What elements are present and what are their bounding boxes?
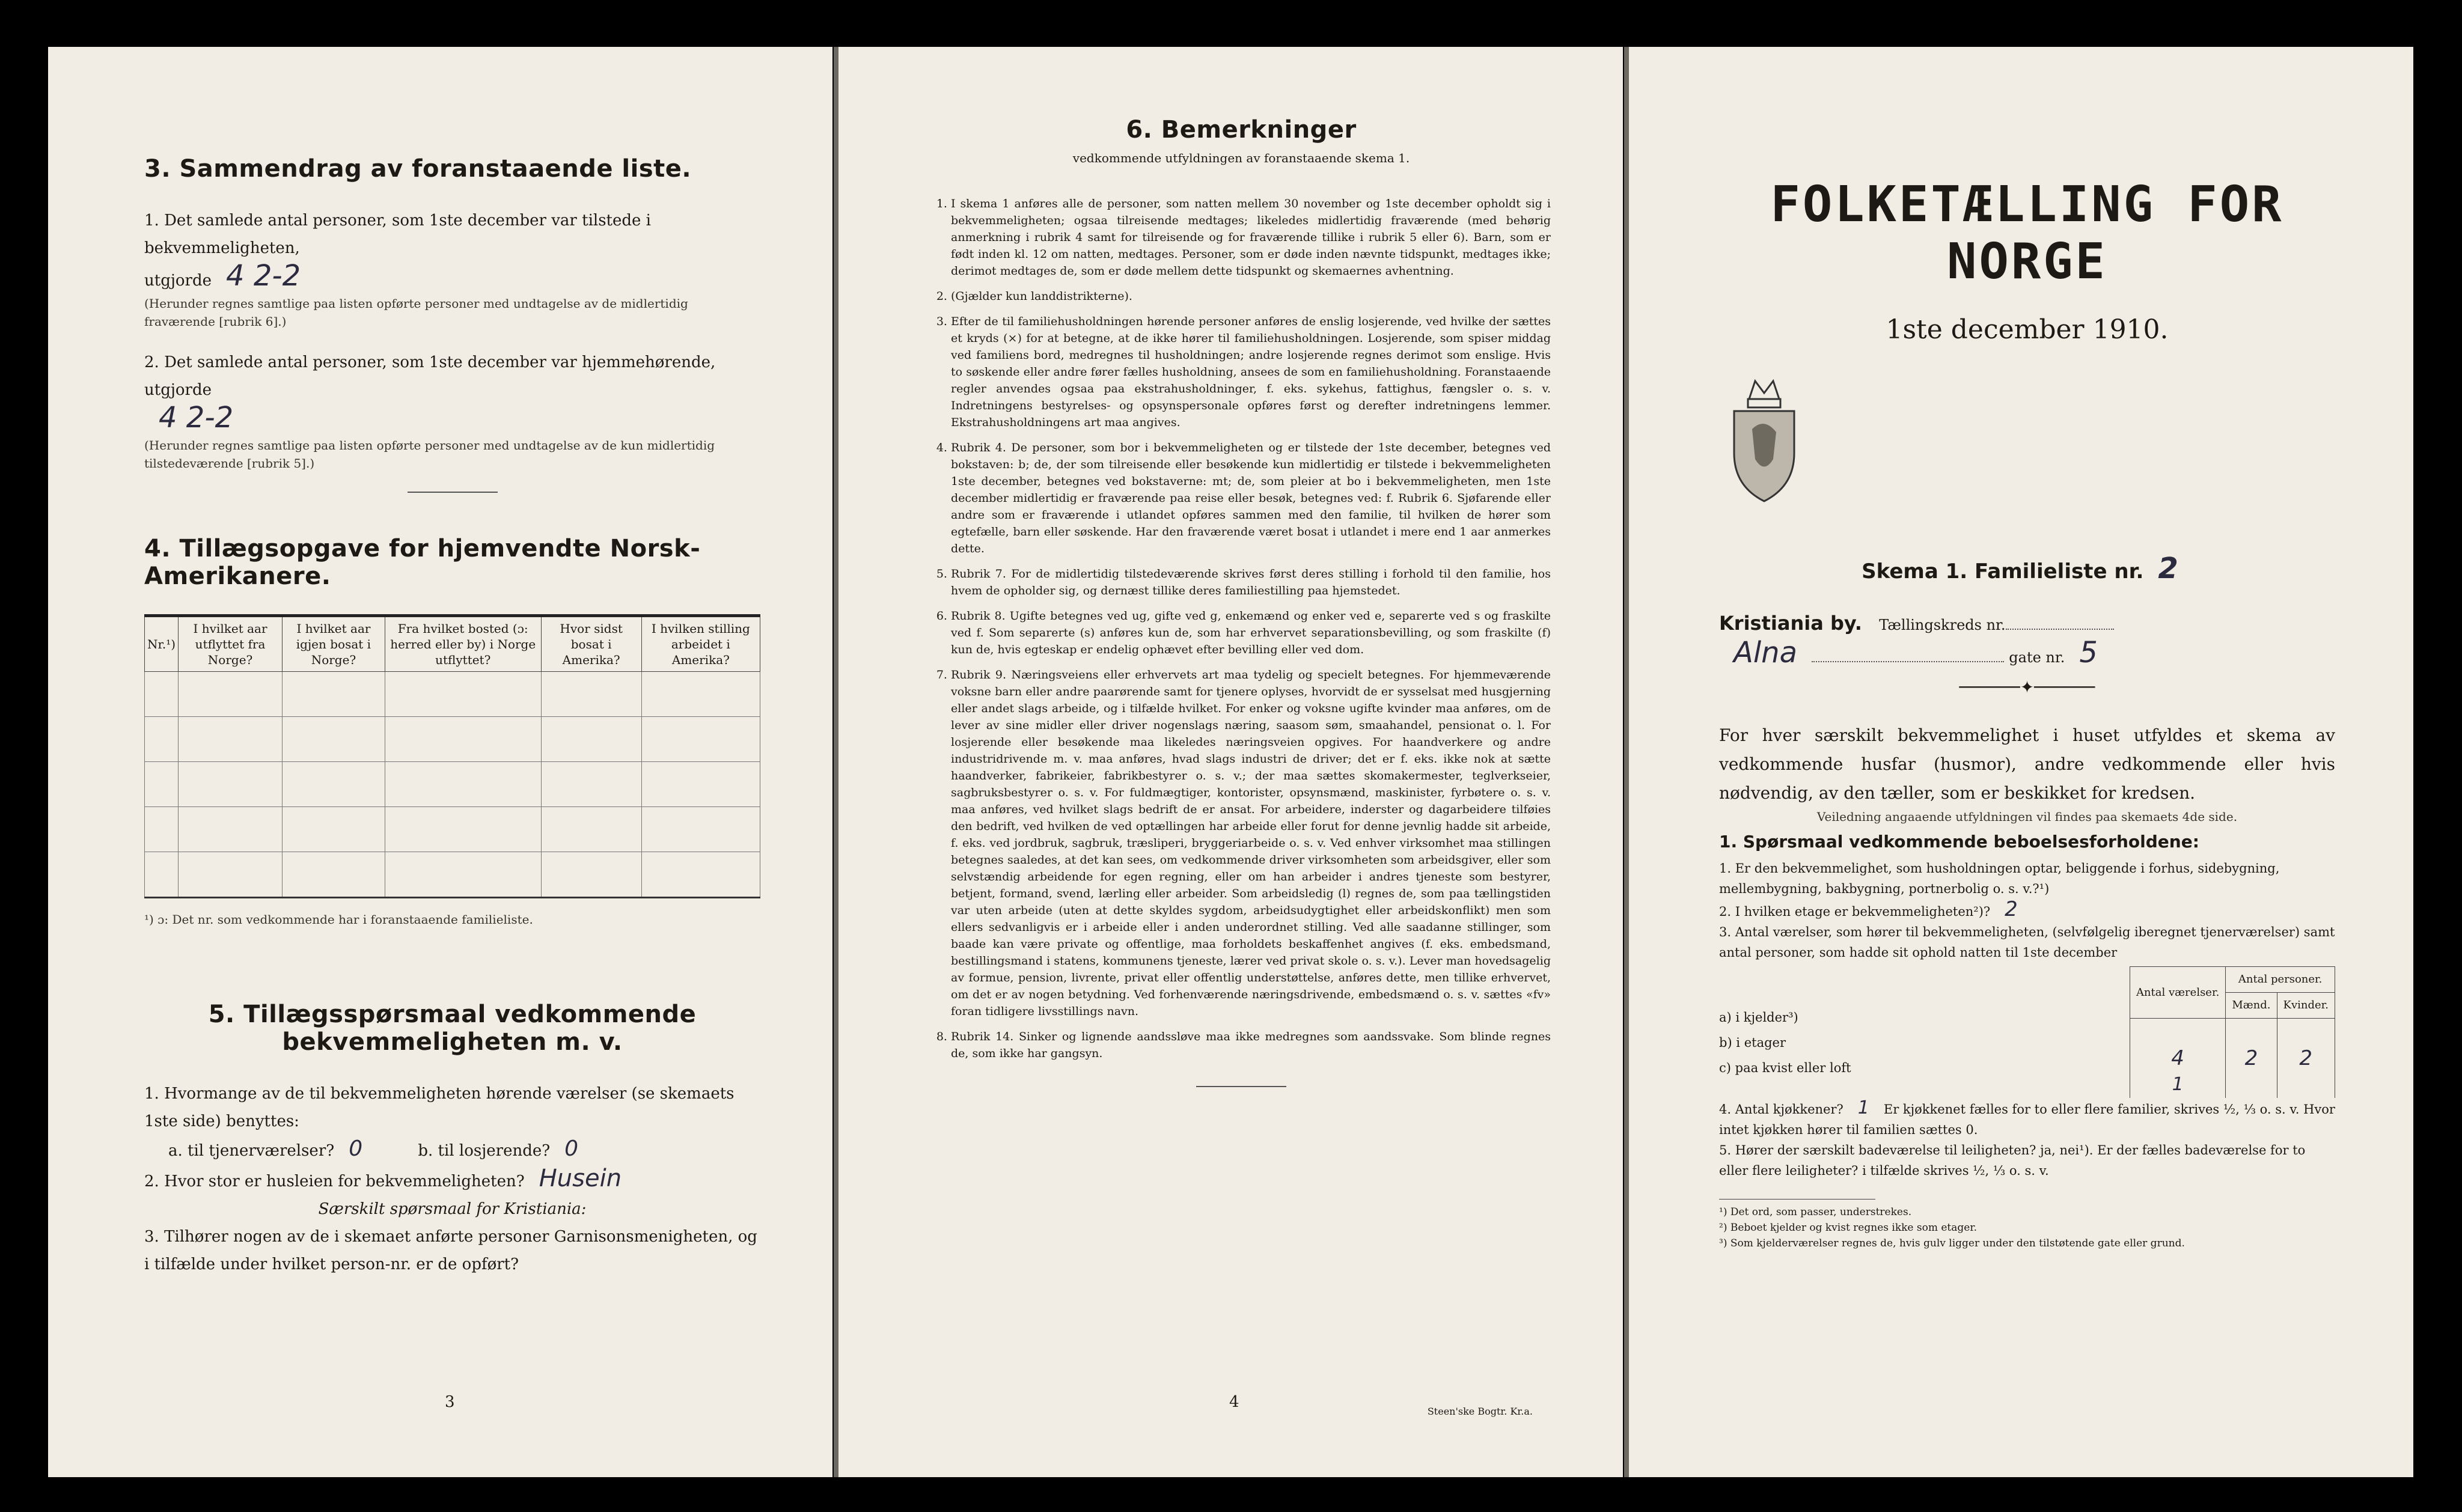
cell: 4 (2130, 1045, 2225, 1072)
kreds-label: Tællingskreds nr. (1879, 617, 2006, 633)
remark-item: 2. (Gjælder kun landdistrikterne). (951, 288, 1551, 305)
table-row (2130, 1072, 2335, 1098)
familieliste-number-handwritten: 2 (2158, 552, 2178, 585)
remark-item: 6. Rubrik 8. Ugifte betegnes ved ug, gifte ved g, enkemænd og enker ved e, separerte ved s og fraskilte ved f. Som separerte (s) anføres kun de, som har erhvervet separationsbevilling, og som fraskilte (f) kun de, hvis egteskap er endelig ophævet efter bevilling eller ved dom. (951, 608, 1551, 658)
guide-text: Veiledning angaaende utfyldningen vil findes paa skemaets 4de side. (1816, 809, 2238, 824)
col-header: Mænd. (2226, 993, 2277, 1019)
ornament-divider: ──────✦────── (1959, 677, 2095, 697)
remark-item: 5. Rubrik 7. For de midlertidig tilstedeværende skrives først deres stilling i forhold til den familie, hos hvem de opholder sig, og dernæst tillike deres familiestilling paa hjemstedet. (951, 565, 1551, 599)
s5-q1a-handwritten: 0 (349, 1136, 363, 1161)
col-header: Fra hvilket bosted (ɔ: herred eller by) i Norge utflyttet? (385, 616, 541, 672)
col-header: I hvilket aar utflyttet fra Norge? (179, 616, 283, 672)
street-handwritten: Alna (1733, 636, 1798, 669)
page-3 (48, 47, 832, 1477)
questions-title: 1. Spørsmaal vedkommende beboelsesforholdene: (1719, 832, 2199, 852)
page-fold (1624, 47, 1629, 1477)
s5-question-3: 3. Tilhører nogen av de i skemaet anførte personer Garnisonsmenigheten, og i tilfælde under hvilket person-nr. er de opført? (144, 1228, 757, 1273)
census-date: 1ste december 1910. (1886, 314, 2169, 345)
s4-footnote: ¹) ɔ: Det nr. som vedkommende har i foranstaaende familieliste. (144, 912, 533, 927)
s5-q1b-handwritten: 0 (564, 1136, 579, 1161)
s3-q2-handwritten: 4 2-2 (159, 401, 234, 434)
question-4-rest: Er kjøkkenet fælles for to eller flere familier, skrives ½, ⅓ o. s. v. Hvor intet kjøkken hører til familien sættes 0. (1719, 1102, 2335, 1137)
divider (1196, 1086, 1286, 1087)
s3-question-2: 2. Det samlede antal personer, som 1ste december var hjemmehørende, utgjorde (144, 353, 716, 399)
s5-kristiania-heading: Særskilt spørsmaal for Kristiania: (318, 1200, 587, 1218)
cell (2130, 1019, 2225, 1046)
table-row (145, 852, 760, 898)
street-blank (1812, 661, 2004, 662)
s5-q1a: a. til tjenerværelser? (168, 1142, 335, 1160)
table-row (145, 762, 760, 807)
remark-item: 8. Rubrik 14. Sinker og lignende aandssløve maa ikke medregnes som aandssvake. Som blinde regnes de, som ikke har gangsyn. (951, 1028, 1551, 1062)
col-header: I hvilket aar igjen bosat i Norge? (283, 616, 385, 672)
s3-q1-handwritten: 4 2-2 (226, 259, 301, 293)
remark-item: 3. Efter de til familiehusholdningen hørende personer anføres de enslig losjerende, ved hvilke der sættes et kryds (×) for at betegne, at de ikke hører til familiehusholdningen. Losjerende, som spiser middag ved familiens bord, medregnes til husholdningen; andre losjerende regnes derimot som enslige. Hvis to søskende eller andre fører fælles husholdning, ansees de som en familiehusholdning. Foranstaaende regler anvendes ogsaa paa ekstrahusholdninger, f. eks. sykehus, fattighus, fængsler o. s. v. Indretningens bestyrelses- og opsynspersonale opføres først og derefter indretningens lemmer. Ekstrahusholdningens art maa angives. (951, 313, 1551, 431)
footnote: ³) Som kjelderværelser regnes de, hvis gulv ligger under den tilstøtende gate eller grund. (1719, 1237, 2185, 1249)
s5-q2-handwritten: Husein (539, 1165, 622, 1192)
question-3: 3. Antal værelser, som hører til bekvemmeligheten, (selvfølgelig iberegnet tjenerværelser) samt antal personer, som hadde sit ophold natten til 1ste december (1719, 925, 2335, 960)
table-row (145, 672, 760, 717)
question-1: 1. Er den bekvemmelighet, som husholdningen optar, beliggende i forhus, sidebygning, mellembygning, bakbygning, portnerbolig o. s. v.?¹) (1719, 861, 2280, 896)
table-row (145, 807, 760, 852)
s5-question-2: 2. Hvor stor er husleien for bekvemmeligheten? (144, 1172, 525, 1190)
gate-label: gate nr. (2009, 649, 2065, 666)
table-row (145, 717, 760, 762)
s3-question-1: 1. Det samlede antal personer, som 1ste december var tilstede i bekvemmeligheten, (144, 212, 651, 257)
page-number: 3 (445, 1393, 455, 1411)
kreds-blank (2006, 629, 2114, 630)
cell (2226, 1072, 2277, 1098)
section-6-subtitle: vedkommende utfyldningen av foranstaaende skema 1. (1072, 151, 1410, 165)
remark-item: 4. Rubrik 4. De personer, som bor i bekvemmeligheten og er tilstede der 1ste december, betegnes ved bokstaven: b; de, der som tilreisende eller besøkende kun midlertidig er tilstede i bekvemmeligheten 1ste december, betegnes ved bokstaverne: mt; de, som pleier at bo i bekvemmeligheten, men 1ste december midlertidig er fraværende paa reise eller besøk, betegnes ved: f. Rubrik 6. Sjøfarende eller andre som er fraværende i utlandet opføres sammen med den familie, til hvilken de hører som egtefælle, barn eller søskende. Har den fraværende været bosat i utlandet i mere end 1 aar anmerkes dette. (951, 439, 1551, 557)
section-6-title: 6. Bemerkninger (1126, 116, 1357, 144)
page-fold (834, 47, 838, 1477)
cell (2277, 1019, 2335, 1046)
census-title: FOLKETÆLLING FOR NORGE (1770, 176, 2284, 290)
col-group-header: Antal personer. (2226, 967, 2335, 993)
skema-label: Skema 1. Familieliste nr. (1862, 559, 2144, 584)
cell (2226, 1019, 2277, 1046)
page-4 (838, 47, 1623, 1477)
footnote: ¹) Det ord, som passer, understrekes. (1719, 1206, 1912, 1218)
intro-text: For hver særskilt bekvemmelighet i huset utfyldes et skema av vedkommende husfar (husmor), andre vedkommende eller hvis nødvendig, av den tæller, som er beskikket for kredsen. (1719, 725, 2335, 803)
cell: 2 (2226, 1045, 2277, 1072)
printer-credit: Steen'ske Bogtr. Kr.a. (1427, 1406, 1533, 1417)
col-header: Nr.¹) (145, 616, 179, 672)
gate-number-handwritten: 5 (2079, 636, 2098, 669)
cell: 1 (2130, 1072, 2225, 1098)
s5-question-1: 1. Hvormange av de til bekvemmeligheten hørende værelser (se skemaets 1ste side) benyttes: (144, 1085, 735, 1130)
s3-q1-note: (Herunder regnes samtlige paa listen opførte personer med undtagelse av de midlertidig fraværende [rubrik 6].) (144, 296, 688, 329)
remark-item: 1. I skema 1 anføres alle de personer, som natten mellem 30 november og 1ste december opholdt sig i bekvemmeligheten; ogsaa tilreisende medtages; likeledes midlertidig fraværende (med behørig anmerkning i rubrik 4 samt for tilreisende og for fraværende tillike i rubrik 5 eller 6). Barn, som er født inden kl. 12 om natten, medtages. Personer, som er døde inden nævnte tidspunkt, medtages ikke; derimot medtages de, som er døde mellem dette tidspunkt og skemaernes avhentning. (951, 195, 1551, 279)
norway-coat-of-arms-icon (1719, 375, 1809, 507)
table-row (2130, 1045, 2335, 1072)
section-4-title: 4. Tillægsopgave for hjemvendte Norsk-Amerikanere. (144, 535, 701, 590)
col-header: Kvinder. (2277, 993, 2335, 1019)
cell (2277, 1072, 2335, 1098)
s5-q1b: b. til losjerende? (418, 1142, 551, 1160)
cell: 2 (2277, 1045, 2335, 1072)
footnote: ²) Beboet kjelder og kvist regnes ikke som etager. (1719, 1222, 1978, 1234)
etage-handwritten: 2 (2005, 897, 2018, 921)
col-header: Antal værelser. (2130, 967, 2225, 1019)
norsk-amerikanere-table (144, 614, 760, 898)
question-5: 5. Hører der særskilt badeværelse til leiligheten? ja, nei¹). Er der fælles badeværelse for to eller flere leiligheter? i tilfælde skrives ½, ⅓ o. s. v. (1719, 1143, 2306, 1178)
city-label: Kristiania by. (1719, 612, 1862, 635)
question-2: 2. I hvilken etage er bekvemmeligheten²)? (1719, 904, 1991, 919)
room-row-label: b) i etager (1719, 1035, 1786, 1050)
remark-item: 7. Rubrik 9. Næringsveiens eller erhvervets art maa tydelig og specielt betegnes. For hjemmeværende voksne barn eller andre paarørende samt for tjenere oplyses, hvorvidt de er sysselsat med husgjerning eller andet slags arbeide, og i tilfælde hvilket. For enker og voksne ugifte kvinder maa anføres, om de lever av sine midler eller driver nogenslags næring, saasom søm, smaahandel, pensionat o. l. For losjerende eller besøkende maa likeledes næringsveien opgives. For haandverkere og andre industridrivende m. v. maa anføres, hvad slags industri de driver; det er f. eks. ikke nok at sætte haandverker, fabrikeier, fabrikbestyrer o. s. v.; der maa sættes skomakermester, teglverkseier, sagbruksbestyrer o. s. v. For fuldmægtiger, kontorister, opsynsmænd, maskinister, fyrbøtere o. s. v. maa anføres, ved hvilket slags bedrift de er ansat. For arbeidere, inderster og dagarbeidere tilføies den bedrift, ved hvilken de ved optællingen har arbeide eller forut for denne jevnlig hadde sit arbeide, f. eks. ved jordbruk, sagbruk, træsliperi, bryggeriarbeide o. s. v. Ved enhver virksomhet maa stillingen betegnes saaledes, at det kan sees, om vedkommende driver virksomheten som arbeidsgiver, eller som selvstændig arbeidende for egen regning, eller om han arbeider i andres tjeneste som bestyrer, betjent, formand, svend, lærling eller arbeider. Som arbeidsledig (l) regnes de, som paa tællingstiden var uten arbeide (uten at dette skyldes sygdom, arbeidsudygtighet eller arbeidskonflikt) men som ellers sedvanligvis er i arbeide eller i anden underordnet stilling. Ved alle saadanne stillinger, som baade kan være private og offentlige, maa forholdets beskaffenhet angives (f. eks. embedsmand, bestillingsmand i statens, kommunens tjeneste, lærer ved privat skole o. s. v.). Lever man hovedsagelig av formue, pension, livrente, privat eller offentlig understøttelse, anføres dette, men tillike erhvervet, om det er av nogen betydning. Ved forhenværende næringsdrivende, embedsmænd o. s. v. sættes «fv» foran tidligere livsstillings navn. (951, 666, 1551, 1020)
rooms-table (2130, 966, 2335, 1098)
room-row-label: c) paa kvist eller loft (1719, 1061, 1851, 1075)
question-4: 4. Antal kjøkkener? (1719, 1102, 1843, 1117)
room-row-label: a) i kjelder³) (1719, 1010, 1798, 1025)
section-5-title: 5. Tillægsspørsmaal vedkommende bekvemmeligheten m. v. (208, 1001, 697, 1056)
col-header: I hvilken stilling arbeidet i Amerika? (641, 616, 760, 672)
table-row (2130, 1019, 2335, 1046)
divider (408, 492, 498, 493)
page-number: 4 (1229, 1393, 1239, 1411)
page-1 (1629, 47, 2413, 1477)
s3-q2-note: (Herunder regnes samtlige paa listen opførte personer med undtagelse av de kun midlertidig tilstedeværende [rubrik 5].) (144, 438, 715, 471)
kitchen-handwritten: 1 (1857, 1097, 1869, 1118)
section-3-title: 3. Sammendrag av foranstaaende liste. (144, 155, 692, 183)
s3-q1-label: utgjorde (144, 272, 212, 290)
col-header: Hvor sidst bosat i Amerika? (541, 616, 641, 672)
